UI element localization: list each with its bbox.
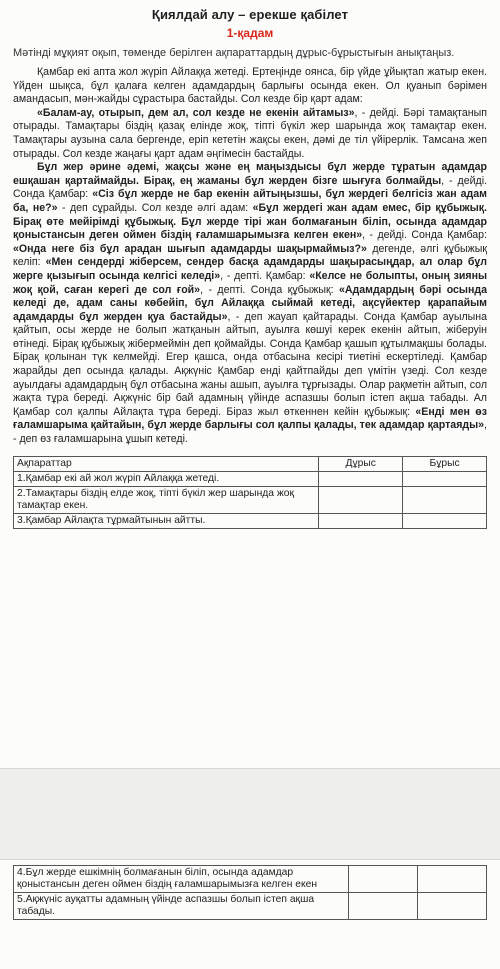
statement-cell: 3.Қамбар Айлақта тұрмайтынын айтты. <box>14 513 319 528</box>
table-row <box>14 486 487 513</box>
story-fragment: , - дейді. Сонда Қамбар: <box>362 229 487 242</box>
page-break-gap <box>0 768 500 860</box>
page-title: Қиялдай алу – ерекше қабілет <box>151 7 349 22</box>
false-answer-cell[interactable] <box>403 513 487 528</box>
statement-cell: 2.Тамақтары біздің елде жоқ, тіпті бүкіл жер шарында жоқ тамақтар екен. <box>14 486 319 513</box>
statement-cell: 5.Ақжүніс ауқатты адамның үйінде аспазшы болып істеп ақша табады. <box>14 893 349 920</box>
story-fragment: , - дейді. Сонда Қамбар: <box>13 174 488 201</box>
header-false: Бұрыс <box>403 456 487 471</box>
story-quote: Бұл жер әрине әдемі, жақсы және ең маңыздысы бұл жерде тұратын адамдар ешқашан қартаймайды. Бірақ, ең жаманы бұл жерден бізге шығуға болмайды <box>13 161 487 187</box>
story-quote: «Бұл жердегі жан адам емес, бір құбыжық. Бірақ өте мейірімді құбыжық. Бұл жерде тірі жан болмағанын біліп, осында адамдар қоныстансын деген оймен біздің ғаламшарымызға келген екен» <box>13 201 487 242</box>
true-answer-cell[interactable] <box>319 471 403 486</box>
false-answer-cell[interactable] <box>418 893 487 920</box>
statements-table-continued <box>13 865 487 920</box>
story-quote: «Сіз бұл жерде не бар екенін айтыңызшы, бұл жердегі белгісіз жан адам ба, не?» <box>13 188 488 214</box>
story-quote: «Адамдардың бәрі осында келеді де, адам саны көбейіп, бұл Айлаққа сыймай кетеді, ақсүйектер қарапайым адамдарды бұл жерден қуа бастайды» <box>13 283 487 323</box>
table-row <box>14 513 487 528</box>
step-label: 1-қадам <box>226 26 274 40</box>
true-answer-cell[interactable] <box>349 866 418 893</box>
statement-cell: 1.Қамбар екі ай жол жүріп Айлаққа жетеді. <box>14 471 319 486</box>
story-fragment: , - деп жауап қайтарады. Сонда Қамбар ауылына қайтып, осы жерде не болып жатқанын айтып, ауылға көшуі керек екенін айтып, жіберуін өтінеді. Бірақ құбыжық жібермеймін деп қоймайды. Сонда Қамбар қашып құтылмақшы болады. Бірақ қолынан түк келмейді. Егер қашса, онда отбасына кесірі тиетіні ескертіледі. Қамбар жарайды деп осында қалады. Ақжүніс Қамбар енді қайтпайды деп үмітін үзеді. Сол кезде ауылдағы адамдардың бұл отбасына жаны ашып, ауылға тұрғызады. Олар рақметін айтып, сол жақта тұра береді. Ақжүніс бір бай адамның үйінде аспазшы болып істеп ақша табады. Ал Қамбар сол қалпы Айлақта тұра береді. Біраз жыл өткеннен кейін құбыжық: <box>13 310 487 418</box>
table-row <box>14 866 487 893</box>
table-row <box>14 893 487 920</box>
story-quote: «Келсе не болыпты, оның зияны жоқ қой, саған керегі де сол ғой» <box>13 269 488 296</box>
story-fragment: - деп сұрайды. Сол кезде әлгі адам: <box>57 201 253 214</box>
false-answer-cell[interactable] <box>403 471 487 486</box>
true-answer-cell[interactable] <box>319 513 403 528</box>
false-answer-cell[interactable] <box>418 866 487 893</box>
story-paragraph-3 <box>13 161 487 446</box>
story-quote: «Онда неге біз бұл арадан шығып адамдарды шақырмаймыз?» <box>13 242 367 255</box>
story-paragraph-2 <box>13 107 487 161</box>
story-quote: «Енді мен өз ғаламшарыма қайтайын, бұл жерде барлығы сол қалпы қалады, тек адамдар қартаяды» <box>13 405 487 432</box>
statement-cell: 4.Бұл жерде ешкімнің болмағанын біліп, осында адамдар қоныстансын деген оймен біздің ғаламшарымызға келген екен <box>14 866 349 893</box>
table-row <box>14 471 487 486</box>
story-text <box>13 66 487 447</box>
table-header-row <box>14 456 487 471</box>
header-true: Дұрыс <box>319 456 403 471</box>
story-quote: «Мен сендерді жіберсем, сендер басқа адамдарды шақырасыңдар, ал олар бұл жерге қызығып осында келгісі келеді» <box>13 256 487 282</box>
header-statements: Ақпараттар <box>14 456 319 471</box>
true-answer-cell[interactable] <box>319 486 403 513</box>
story-fragment: , - депті. Сонда құбыжық: <box>200 283 340 296</box>
statements-table <box>13 456 487 529</box>
story-fragment: , - дейді. Бәрі тамақтанып отырады. Тамақтары біздің қазақ елінде жоқ, тіпті бүкіл жер шарында жоқ тамақтар екен. Тамақтары аузына сала бергенде, еріп кететін жақсы екен, дәмі де тіл үйірерлік. Тамсана жеп отырады. Сол кезде жаңағы қарт адам әңгімесін бастайды. <box>13 106 487 160</box>
instruction-text: Мәтінді мұқият оқып, төменде берілген ақпараттардың дұрыс-бұрыстығын анықтаңыз. <box>13 47 455 59</box>
false-answer-cell[interactable] <box>403 486 487 513</box>
true-answer-cell[interactable] <box>349 893 418 920</box>
story-paragraph-1: Қамбар екі апта жол жүріп Айлаққа жетеді. Ертеңінде оянса, бір үйде ұйықтап жатыр екен. Үйден шықса, бұл қалаға келген адамдардың барлығы осында екен. Ол қуанып бәрімен амандасып, мән-жайды сұрастыра бастайды. Сол кезде бір қарт адам: <box>13 66 487 106</box>
story-fragment: , - деп өз ғаламшарына ұшып кетеді. <box>13 419 487 446</box>
story-fragment: , - депті. Қамбар: <box>220 269 310 282</box>
story-fragment: дегенде, әлгі құбыжық келіп: <box>13 242 487 269</box>
story-quote: «Балам-ау, отырып, дем ал, сол кезде не екенін айтамыз» <box>37 106 355 119</box>
